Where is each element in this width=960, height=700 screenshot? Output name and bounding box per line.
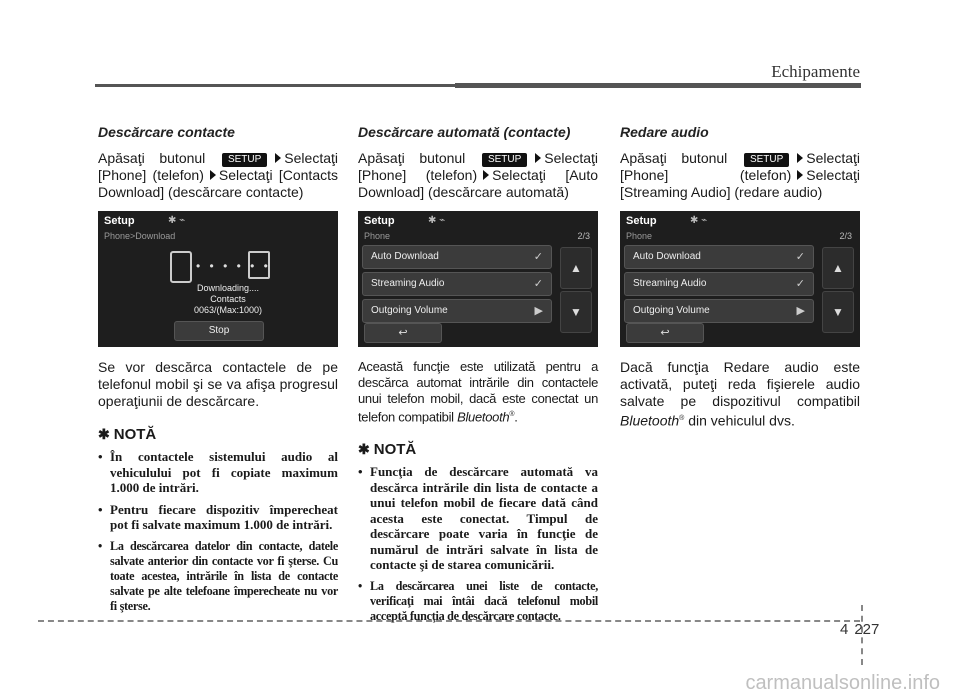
bluetooth-usb-icons: ✱ ⌁ — [428, 215, 446, 226]
download-status: Downloading.... Contacts 0063/(Max:1000) — [193, 283, 263, 315]
page-indicator: 2/3 — [839, 231, 852, 241]
arrow-icon — [797, 170, 803, 180]
bluetooth-usb-icons: ✱ ⌁ — [690, 215, 708, 226]
note-list — [98, 449, 338, 614]
phone-settings-screen-image: Setup ✱ ⌁ Phone 2/3 Auto Download ✓ Streaming Audio ✓ Outgoing Volume ▶ ▲ ▼ ↩ — [358, 211, 598, 347]
setup-button-label: SETUP — [482, 153, 527, 167]
section-description: Această funcţie este utilizată pentru a descărca automat intrările din contactele unui telefon mobil, dacă este conectat un telefon compatibil Bluetooth®. — [358, 359, 598, 425]
note-heading: ✱ NOTĂ — [98, 426, 157, 443]
note-item: • La descărcarea unei liste de contacte, verificaţi mai întâi dacă telefonul mobil acceptă funcţia de descărcare contacte. — [358, 579, 598, 624]
section-description: Dacă funcţia Redare audio este activată, puteţi reda fişierele audio salvate pe dispozitivul compatibil Bluetooth® din vehiculul dvs. — [620, 359, 860, 429]
instructions: Apăsaţi butonul SETUP Selectaţi [Phone] (telefon) Selectaţi [Contacts Download] (descărcare contacte) — [98, 150, 338, 200]
asterisk-icon: ✱ — [358, 441, 370, 458]
arrow-icon — [483, 170, 489, 180]
section-auto-download — [358, 124, 598, 630]
footer-rule — [38, 620, 860, 622]
note-item: • Funcţia de descărcare automată va descărca intrările din lista de contacte a unui telefon mobil de fiecare dată când acesta este conectat. Timpul de descărcare poate varia în funcţie de numărul de intrări salvate în lista de contacte şi de starea comunicării. — [358, 464, 598, 573]
back-icon: ↩ — [364, 323, 442, 343]
section-title: Descărcare contacte — [98, 124, 235, 140]
note-item: • În contactele sistemului audio al vehiculului pot fi copiate maximum 1.000 de intrări. — [98, 449, 338, 496]
progress-dots: • • • • • • — [196, 259, 271, 273]
scroll-down-icon: ▼ — [822, 291, 854, 333]
instructions: Apăsaţi butonul SETUP Selectaţi [Phone] (telefon) Selectaţi [Streaming Audio] (redare audio) — [620, 150, 860, 200]
section-description: Se vor descărca contactele de pe telefonul mobil şi se va afişa progresul operaţiunii de descărcare. — [98, 359, 338, 409]
note-item: • La descărcarea datelor din contacte, datele salvate anterior din contacte vor fi şterse. Cu toate acestea, intrările în lista de contacte salvate pe alte telefoane împerecheate nu vor fi şterse. — [98, 539, 338, 614]
download-screen-image: Setup ✱ ⌁ Phone>Download • • • • • • Downloading.... Contacts 0063/(Max:1000) Stop — [98, 211, 338, 347]
check-icon: ✓ — [795, 251, 805, 263]
scroll-down-icon: ▼ — [560, 291, 592, 333]
asterisk-icon: ✱ — [98, 426, 110, 442]
setting-row: Auto Download ✓ — [624, 245, 814, 269]
page-number: 4 227 — [840, 621, 880, 638]
scroll-up-icon: ▲ — [822, 247, 854, 289]
instructions: Apăsaţi butonul SETUP Selectaţi [Phone] (telefon) Selectaţi [Auto Download] (descărcare automată) — [358, 150, 599, 200]
arrow-icon — [797, 153, 803, 163]
setup-button-label: SETUP — [222, 153, 267, 167]
arrow-icon — [275, 153, 281, 163]
setting-row: Auto Download ✓ — [362, 245, 552, 269]
section-streaming-audio — [620, 124, 860, 430]
setting-row: Outgoing Volume ▶ — [624, 299, 814, 323]
setting-row: Streaming Audio ✓ — [362, 272, 552, 296]
check-icon: ✓ — [533, 251, 543, 263]
check-icon: ✓ — [533, 278, 543, 290]
section-title: Redare audio — [620, 124, 709, 140]
bluetooth-usb-icons: ✱ ⌁ — [168, 215, 186, 226]
section-title: Descărcare automată (contacte) — [358, 124, 571, 140]
setup-button-label: SETUP — [744, 153, 789, 167]
page-indicator: 2/3 — [577, 231, 590, 241]
arrow-icon — [210, 170, 216, 180]
header-rule-accent — [455, 83, 861, 88]
setting-row: Outgoing Volume ▶ — [362, 299, 552, 323]
arrow-icon — [535, 153, 541, 163]
play-icon: ▶ — [796, 305, 805, 317]
back-icon: ↩ — [626, 323, 704, 343]
check-icon: ✓ — [795, 278, 805, 290]
note-list — [358, 464, 598, 624]
play-icon: ▶ — [534, 305, 543, 317]
contacts-doc-icon — [248, 251, 270, 279]
scroll-up-icon: ▲ — [560, 247, 592, 289]
page-header-title: Echipamente — [771, 62, 860, 81]
phone-settings-screen-image: Setup ✱ ⌁ Phone 2/3 Auto Download ✓ Streaming Audio ✓ Outgoing Volume ▶ ▲ ▼ ↩ — [620, 211, 860, 347]
stop-button: Stop — [174, 321, 264, 341]
phone-icon — [170, 251, 192, 283]
setting-row: Streaming Audio ✓ — [624, 272, 814, 296]
section-contacts-download — [98, 124, 338, 620]
note-item: • Pentru fiecare dispozitiv împerecheat pot fi salvate maximum 1.000 de intrări. — [98, 502, 338, 533]
watermark: carmanualsonline.info — [745, 672, 940, 694]
note-heading: ✱ NOTĂ — [358, 441, 417, 459]
chapter-number: 4 — [840, 621, 849, 638]
